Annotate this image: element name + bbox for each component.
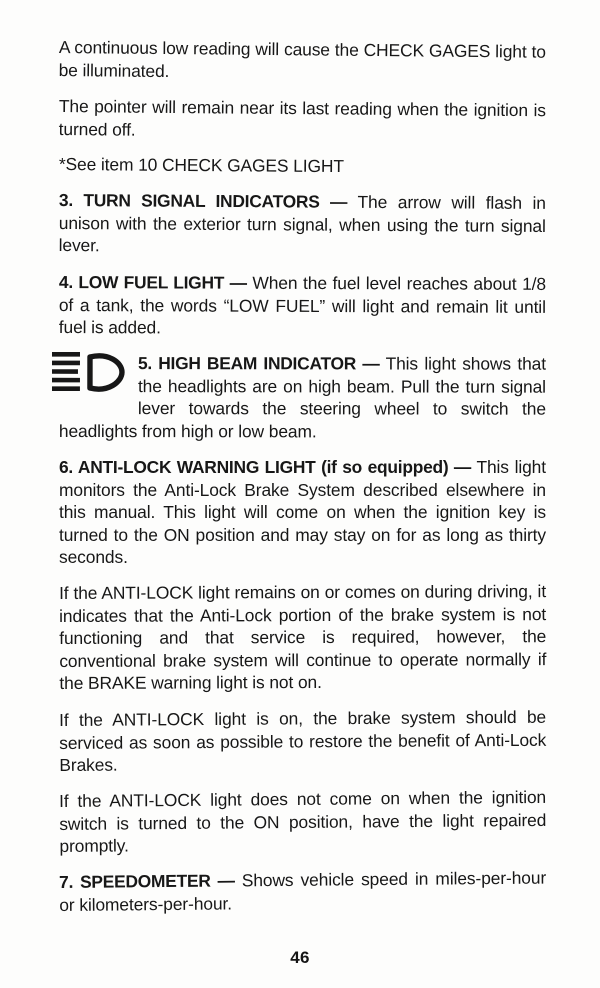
page-content [59,36,546,930]
paragraph-pointer-reading: The pointer will remain near its last reading when the ignition is turned off. [58,95,546,139]
item-3-body: The arrow will flash in unison with the exterior turn signal, when using the turn signal lever. [58,192,546,256]
item-6-anti-lock-warning-light [59,456,546,569]
high-beam-icon [52,352,138,398]
item-4-heading: 4. LOW FUEL LIGHT — [58,271,247,293]
paragraph-anti-lock-is-on: If the ANTI-LOCK light is on, the brake system should be serviced as soon as possible to restore the benefit of Anti-Lock Brakes. [59,706,547,776]
item-3-turn-signal-indicators [59,189,546,260]
item-6-body: This light monitors the Anti-Lock Brake System described elsewhere in this manual. This light will come on when the ignition key is turned to the ON position and may stay on for as long as thirty seconds. [59,456,546,568]
item-3-heading: 3. TURN SIGNAL INDICATORS — [58,190,348,213]
item-7-heading: 7. SPEEDOMETER — [59,870,235,893]
item-5-body: This light shows that the headlights are on high beam. Pull the turn signal lever towards the steering wheel to switch the headlights from high or low beam. [58,353,547,442]
paragraph-anti-lock-remains-on: If the ANTI-LOCK light remains on or comes on during driving, it indicates that the Anti-Lock portion of the brake system is not functioning and that service is required, however, the conventional brake system will continue to operate normally if the BRAKE warning light is not on. [59,581,547,694]
item-4-low-fuel-light [59,271,546,341]
note-see-item-10: *See item 10 CHECK GAGES LIGHT [58,154,345,177]
item-4-body: When the fuel level reaches about 1/8 of a tank, the words “LOW FUEL” will light and remain lit until fuel is added. [58,272,547,338]
paragraph-check-gages: A continuous low reading will cause the CHECK GAGES light to be illuminated. [58,36,546,81]
item-5-heading: 5. HIGH BEAM INDICATOR — [137,353,380,374]
page-number: 46 [290,948,310,967]
paragraph-anti-lock-does-not-come-on: If the ANTI-LOCK light does not come on when the ignition switch is turned to the ON position, have the light repaired promptly. [59,787,547,857]
item-6-heading: 6. ANTI-LOCK WARNING LIGHT (if so equipped) — [59,456,472,477]
item-7-speedometer [59,867,546,917]
item-7-body: Shows vehicle speed in miles-per-hour or kilometers-per-hour. [59,867,547,915]
item-5-high-beam-indicator [59,352,546,443]
